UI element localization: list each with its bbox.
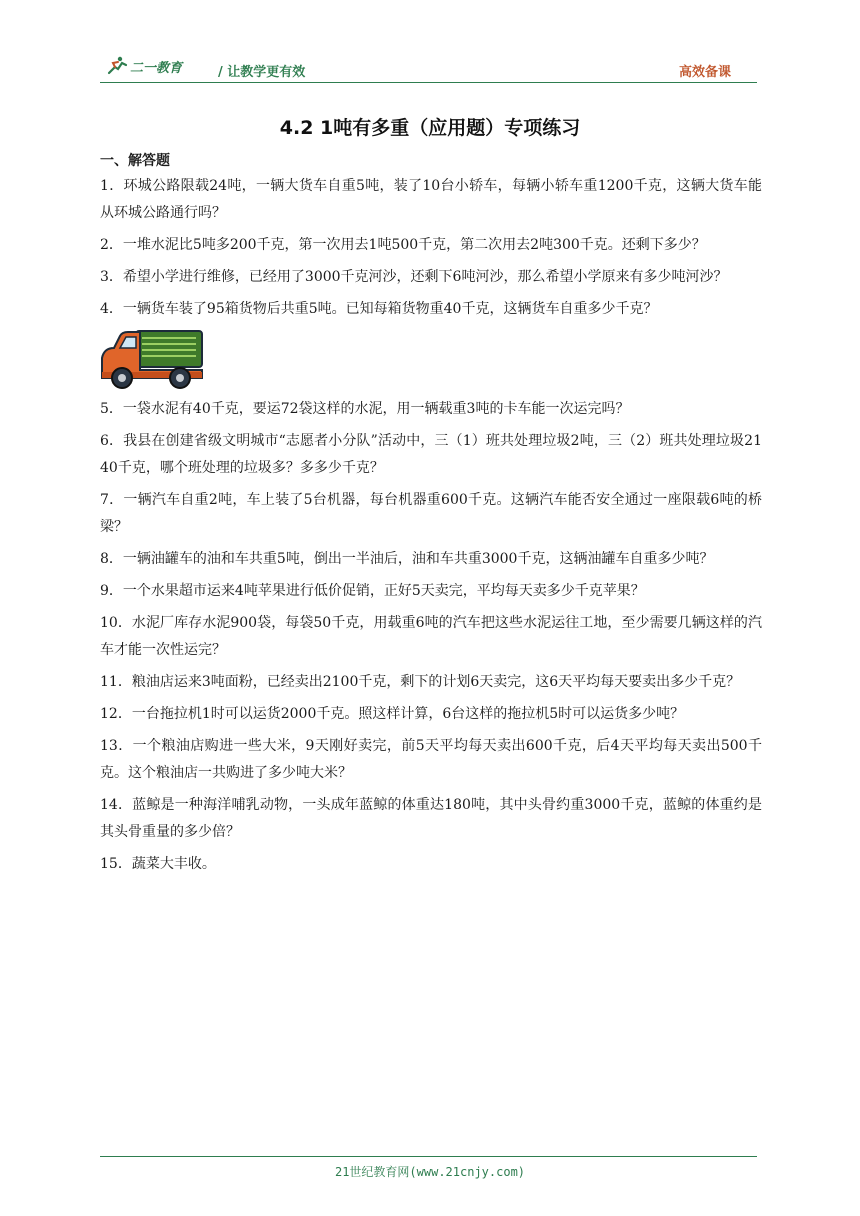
question-6: 6．我县在创建省级文明城市“志愿者小分队”活动中，三（1）班共处理垃圾2吨，三（2）班共处理垃圾2140千克，哪个班处理的垃圾多？多多少千克？ bbox=[100, 433, 762, 476]
question-9: 9．一个水果超市运来4吨苹果进行低价促销，正好5天卖完，平均每天卖多少千克苹果？ bbox=[100, 583, 645, 599]
question-12: 12．一台拖拉机1时可以运货2000千克。照这样计算，6台这样的拖拉机5时可以运货多少吨？ bbox=[100, 706, 685, 722]
question-14: 14．蓝鲸是一种海洋哺乳动物，一头成年蓝鲸的体重达180吨，其中头骨约重3000千克，蓝鲸的体重约是其头骨重量的多少倍？ bbox=[100, 797, 762, 840]
question-8: 8．一辆油罐车的油和车共重5吨，倒出一半油后，油和车共重3000千克，这辆油罐车自重多少吨？ bbox=[100, 551, 714, 567]
logo-text: 二一教育 bbox=[130, 60, 183, 76]
section-heading: 一、解答题 bbox=[100, 153, 170, 169]
page-footer: 21世纪教育网(www.21cnjy.com) bbox=[334, 1165, 526, 1179]
question-5: 5．一袋水泥有40千克，要运72袋这样的水泥，用一辆载重3吨的卡车能一次运完吗？ bbox=[100, 401, 630, 417]
page-title: 4.2 1吨有多重（应用题）专项练习 bbox=[279, 117, 581, 139]
header-slogan: / 让教学更有效 bbox=[218, 65, 306, 80]
page-header bbox=[100, 58, 757, 83]
question-13: 13．一个粮油店购进一些大米，9天刚好卖完，前5天平均每天卖出600千克，后4天平均每天卖出500千克。这个粮油店一共购进了多少吨大米？ bbox=[100, 738, 762, 781]
header-badge: 高效备课 bbox=[678, 65, 731, 80]
question-2: 2．一堆水泥比5吨多200千克，第一次用去1吨500千克，第二次用去2吨300千克。还剩下多少？ bbox=[100, 237, 706, 253]
logo bbox=[106, 56, 182, 76]
runner-logo-icon bbox=[106, 56, 128, 76]
question-10: 10．水泥厂库存水泥900袋，每袋50千克，用载重6吨的汽车把这些水泥运往工地，至少需要几辆这样的汽车才能一次性运完？ bbox=[100, 615, 762, 658]
footer-divider bbox=[100, 1156, 757, 1157]
question-list bbox=[100, 173, 762, 883]
question-1: 1．环城公路限载24吨，一辆大货车自重5吨，装了10台小轿车，每辆小轿车重1200千克，这辆大货车能从环城公路通行吗？ bbox=[100, 178, 762, 221]
truck-illustration bbox=[100, 328, 204, 390]
question-15: 15．蔬菜大丰收。 bbox=[100, 856, 216, 872]
question-3: 3．希望小学进行维修，已经用了3000千克河沙，还剩下6吨河沙，那么希望小学原来有多少吨河沙？ bbox=[100, 269, 728, 285]
question-11: 11．粮油店运来3吨面粉，已经卖出2100千克，剩下的计划6天卖完，这6天平均每天要卖出多少千克？ bbox=[100, 674, 741, 690]
question-7: 7．一辆汽车自重2吨，车上装了5台机器，每台机器重600千克。这辆汽车能否安全通过一座限载6吨的桥梁？ bbox=[100, 492, 762, 535]
question-4: 4．一辆货车装了95箱货物后共重5吨。已知每箱货物重40千克，这辆货车自重多少千克？ bbox=[100, 301, 658, 317]
